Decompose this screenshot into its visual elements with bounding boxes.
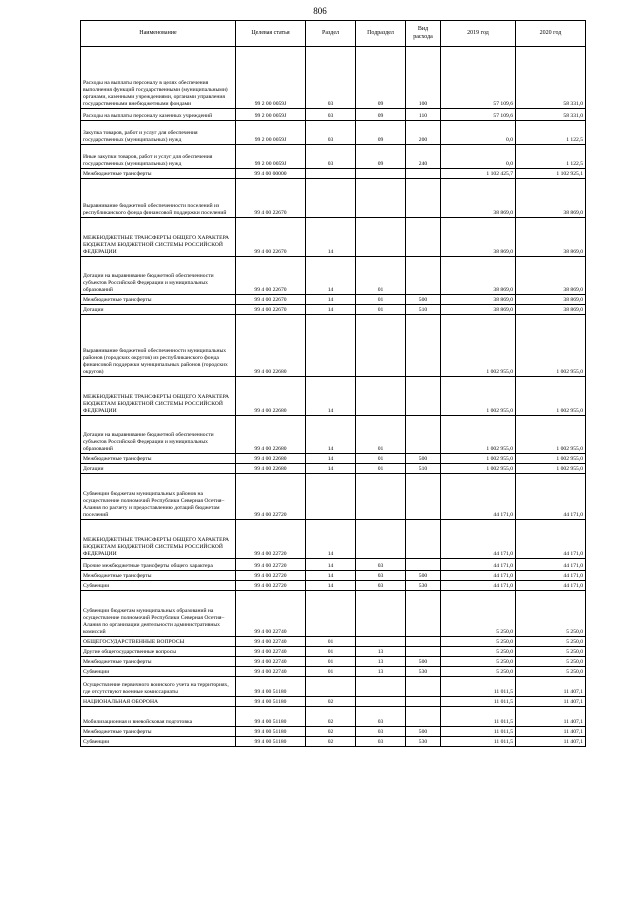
- cell-expense-type: [406, 218, 441, 257]
- cell-name: НАЦИОНАЛЬНАЯ ОБОРОНА: [81, 697, 236, 707]
- cell-section: 02: [306, 737, 356, 747]
- cell-target-article: 99 4 00 22720: [236, 520, 306, 559]
- cell-2020: 11 407,1: [516, 737, 586, 747]
- cell-expense-type: 510: [406, 464, 441, 474]
- cell-subsection: [356, 377, 406, 416]
- cell-name: Дотации на выравнивание бюджетной обеспеченности субъектов Российской Федерации и муниципальных образований: [81, 257, 236, 295]
- cell-section: 14: [306, 257, 356, 295]
- cell-2020: 38 869,0: [516, 295, 586, 305]
- cell-section: 01: [306, 657, 356, 667]
- table-row: [81, 145, 586, 169]
- cell-name: Субвенции бюджетам муниципальных районов на осуществление полномочий Республики Северная Осетия–Алания по расчету и предоставлению дотаций бюджетам поселений: [81, 474, 236, 520]
- cell-section: 14: [306, 464, 356, 474]
- cell-expense-type: 200: [406, 121, 441, 145]
- cell-2020: 11 407,1: [516, 697, 586, 707]
- cell-name: Выравнивание бюджетной обеспеченности муниципальных районов (городских округов) из республиканского фонда финансовой поддержки муниципальных районов (городских округов): [81, 315, 236, 377]
- cell-name: Субвенции: [81, 667, 236, 677]
- cell-2020: 1 122,5: [516, 121, 586, 145]
- cell-target-article: 99 2 00 0059Ј: [236, 145, 306, 169]
- cell-expense-type: 530: [406, 581, 441, 591]
- header-2020: 2020 год: [516, 21, 586, 47]
- cell-2019: 1 002 955,0: [441, 377, 516, 416]
- budget-table: [80, 20, 586, 747]
- table-row: [81, 169, 586, 179]
- cell-2020: 1 002 955,0: [516, 377, 586, 416]
- cell-section: 14: [306, 218, 356, 257]
- table-row: [81, 295, 586, 305]
- cell-name: Мобилизационная и вневойсковая подготовка: [81, 707, 236, 727]
- cell-2019: 38 869,0: [441, 218, 516, 257]
- cell-target-article: 99 4 00 22720: [236, 559, 306, 571]
- table-row: [81, 737, 586, 747]
- cell-subsection: 09: [356, 121, 406, 145]
- cell-section: [306, 315, 356, 377]
- cell-2019: 11 011,5: [441, 737, 516, 747]
- cell-2020: 44 171,0: [516, 474, 586, 520]
- cell-subsection: [356, 474, 406, 520]
- cell-subsection: 03: [356, 737, 406, 747]
- cell-subsection: 01: [356, 257, 406, 295]
- cell-section: 03: [306, 145, 356, 169]
- cell-expense-type: 500: [406, 571, 441, 581]
- cell-expense-type: 500: [406, 295, 441, 305]
- cell-section: 03: [306, 109, 356, 121]
- header-section: Раздел: [306, 21, 356, 47]
- cell-2020: 44 171,0: [516, 581, 586, 591]
- cell-section: 14: [306, 377, 356, 416]
- cell-2019: 44 171,0: [441, 520, 516, 559]
- cell-name: Межбюджетные трансферты: [81, 657, 236, 667]
- cell-section: 14: [306, 559, 356, 571]
- cell-2019: 5 250,0: [441, 657, 516, 667]
- cell-expense-type: 500: [406, 657, 441, 667]
- cell-2020: 38 869,0: [516, 257, 586, 295]
- cell-target-article: 99 2 00 0059Ј: [236, 47, 306, 109]
- cell-name: Межбюджетные трансферты: [81, 454, 236, 464]
- cell-2019: 5 250,0: [441, 591, 516, 637]
- cell-subsection: 01: [356, 416, 406, 454]
- table-row: [81, 667, 586, 677]
- cell-subsection: 01: [356, 454, 406, 464]
- cell-target-article: 99 4 00 22720: [236, 474, 306, 520]
- cell-expense-type: [406, 677, 441, 697]
- cell-section: [306, 677, 356, 697]
- cell-2019: 1 002 955,0: [441, 315, 516, 377]
- cell-2019: 38 869,0: [441, 179, 516, 218]
- cell-2019: 1 002 955,0: [441, 416, 516, 454]
- cell-expense-type: 500: [406, 727, 441, 737]
- cell-expense-type: 530: [406, 737, 441, 747]
- table-row: [81, 581, 586, 591]
- cell-2020: 38 869,0: [516, 179, 586, 218]
- cell-target-article: 99 4 00 22680: [236, 377, 306, 416]
- cell-2019: 57 109,6: [441, 47, 516, 109]
- cell-expense-type: [406, 697, 441, 707]
- cell-2019: 1 002 955,0: [441, 464, 516, 474]
- cell-target-article: 99 4 00 22670: [236, 295, 306, 305]
- cell-name: Субвенции бюджетам муниципальных образований на осуществление полномочий Республики Северная Осетия–Алания по организации деятельности административных комиссий: [81, 591, 236, 637]
- cell-2020: 1 102 925,1: [516, 169, 586, 179]
- header-name: Наименование: [81, 21, 236, 47]
- cell-subsection: 09: [356, 109, 406, 121]
- cell-target-article: 99 4 00 22680: [236, 464, 306, 474]
- cell-name: Иные закупки товаров, работ и услуг для обеспечения государственных (муниципальных) нужд: [81, 145, 236, 169]
- cell-section: 14: [306, 295, 356, 305]
- table-row: [81, 707, 586, 727]
- cell-expense-type: [406, 520, 441, 559]
- cell-2019: 11 011,5: [441, 727, 516, 737]
- cell-expense-type: [406, 637, 441, 647]
- cell-subsection: [356, 677, 406, 697]
- cell-subsection: 03: [356, 707, 406, 727]
- cell-2019: 38 869,0: [441, 305, 516, 315]
- cell-target-article: 99 4 00 51180: [236, 727, 306, 737]
- cell-target-article: 99 4 00 22720: [236, 571, 306, 581]
- cell-2019: 38 869,0: [441, 295, 516, 305]
- cell-target-article: 99 4 00 22740: [236, 647, 306, 657]
- cell-name: Закупка товаров, работ и услуг для обеспечения государственных (муниципальных) нужд: [81, 121, 236, 145]
- header-2019: 2019 год: [441, 21, 516, 47]
- cell-subsection: 01: [356, 295, 406, 305]
- cell-expense-type: [406, 179, 441, 218]
- cell-subsection: [356, 520, 406, 559]
- cell-2020: 38 869,0: [516, 305, 586, 315]
- cell-section: 14: [306, 454, 356, 464]
- cell-2019: 5 250,0: [441, 647, 516, 657]
- table-row: [81, 121, 586, 145]
- table-row: [81, 377, 586, 416]
- cell-subsection: [356, 637, 406, 647]
- cell-section: 02: [306, 697, 356, 707]
- table-row: [81, 218, 586, 257]
- cell-section: 02: [306, 727, 356, 737]
- table-row: [81, 657, 586, 667]
- cell-target-article: 99 4 00 00000: [236, 169, 306, 179]
- table-row: [81, 697, 586, 707]
- cell-name: Дотации: [81, 464, 236, 474]
- table-row: [81, 520, 586, 559]
- cell-2020: 1 002 955,0: [516, 454, 586, 464]
- cell-2020: 58 331,0: [516, 47, 586, 109]
- cell-2020: 1 002 955,0: [516, 416, 586, 454]
- cell-name: Дотации на выравнивание бюджетной обеспеченности субъектов Российской Федерации и муниципальных образований: [81, 416, 236, 454]
- cell-name: Дотации: [81, 305, 236, 315]
- cell-section: 02: [306, 707, 356, 727]
- cell-subsection: [356, 179, 406, 218]
- cell-2019: 1 002 955,0: [441, 454, 516, 464]
- cell-name: Осуществление первичного воинского учета на территориях, где отсутствуют военные комиссариаты: [81, 677, 236, 697]
- cell-target-article: 99 4 00 22720: [236, 581, 306, 591]
- cell-section: [306, 179, 356, 218]
- cell-name: Расходы на выплаты персоналу казенных учреждений: [81, 109, 236, 121]
- cell-target-article: 99 4 00 22680: [236, 454, 306, 464]
- cell-subsection: 09: [356, 145, 406, 169]
- cell-section: 01: [306, 637, 356, 647]
- cell-target-article: 99 2 00 0059Ј: [236, 121, 306, 145]
- cell-target-article: 99 4 00 51180: [236, 677, 306, 697]
- cell-name: Расходы на выплаты персоналу в целях обеспечения выполнения функций государственными (муниципальными) органами, казенными учреждениями, органами управления государственными внебюджетными фондами: [81, 47, 236, 109]
- cell-2019: 44 171,0: [441, 559, 516, 571]
- cell-name: МЕЖБЮДЖЕТНЫЕ ТРАНСФЕРТЫ ОБЩЕГО ХАРАКТЕРА БЮДЖЕТАМ БЮДЖЕТНОЙ СИСТЕМЫ РОССИЙСКОЙ ФЕДЕРАЦИИ: [81, 218, 236, 257]
- cell-target-article: 99 4 00 51180: [236, 697, 306, 707]
- cell-name: Межбюджетные трансферты: [81, 727, 236, 737]
- cell-target-article: 99 4 00 22740: [236, 657, 306, 667]
- cell-section: 14: [306, 305, 356, 315]
- cell-2019: 0,0: [441, 121, 516, 145]
- cell-subsection: 09: [356, 47, 406, 109]
- cell-2020: 5 250,0: [516, 657, 586, 667]
- table-row: [81, 454, 586, 464]
- cell-subsection: 01: [356, 305, 406, 315]
- cell-2019: 5 250,0: [441, 637, 516, 647]
- table-row: [81, 647, 586, 657]
- cell-target-article: 99 4 00 22680: [236, 315, 306, 377]
- table-row: [81, 474, 586, 520]
- table-row: [81, 677, 586, 697]
- table-row: [81, 464, 586, 474]
- cell-expense-type: [406, 377, 441, 416]
- cell-subsection: [356, 218, 406, 257]
- cell-2020: 11 407,1: [516, 677, 586, 697]
- cell-name: Межбюджетные трансферты: [81, 295, 236, 305]
- cell-name: Субвенции: [81, 737, 236, 747]
- cell-subsection: [356, 697, 406, 707]
- cell-2019: 11 011,5: [441, 707, 516, 727]
- cell-target-article: 99 2 00 0059Ј: [236, 109, 306, 121]
- cell-2020: 5 250,0: [516, 637, 586, 647]
- cell-subsection: 01: [356, 464, 406, 474]
- table-row: [81, 637, 586, 647]
- cell-expense-type: 240: [406, 145, 441, 169]
- table-row: [81, 591, 586, 637]
- table-row: [81, 179, 586, 218]
- cell-2020: 5 250,0: [516, 591, 586, 637]
- cell-expense-type: [406, 315, 441, 377]
- cell-subsection: [356, 591, 406, 637]
- cell-name: Межбюджетные трансферты: [81, 571, 236, 581]
- cell-name: МЕЖБЮДЖЕТНЫЕ ТРАНСФЕРТЫ ОБЩЕГО ХАРАКТЕРА БЮДЖЕТАМ БЮДЖЕТНОЙ СИСТЕМЫ РОССИЙСКОЙ ФЕДЕРАЦИИ: [81, 377, 236, 416]
- cell-name: Другие общегосударственные вопросы: [81, 647, 236, 657]
- cell-expense-type: 100: [406, 47, 441, 109]
- cell-section: 03: [306, 121, 356, 145]
- cell-section: [306, 169, 356, 179]
- cell-expense-type: 510: [406, 305, 441, 315]
- table-row: [81, 727, 586, 737]
- table-row: [81, 109, 586, 121]
- cell-2019: 38 869,0: [441, 257, 516, 295]
- header-expense-type: Вид расхода: [406, 21, 441, 47]
- cell-subsection: 13: [356, 667, 406, 677]
- cell-expense-type: 500: [406, 454, 441, 464]
- cell-2019: 5 250,0: [441, 667, 516, 677]
- header-subsection: Подраздел: [356, 21, 406, 47]
- cell-name: Выравнивание бюджетной обеспеченности поселений из республиканского фонда финансовой поддержки поселений: [81, 179, 236, 218]
- cell-target-article: 99 4 00 22740: [236, 637, 306, 647]
- cell-section: 14: [306, 416, 356, 454]
- cell-target-article: 99 4 00 22670: [236, 257, 306, 295]
- cell-section: 14: [306, 581, 356, 591]
- cell-2020: 11 407,1: [516, 727, 586, 737]
- cell-2020: 44 171,0: [516, 559, 586, 571]
- cell-2019: 11 011,5: [441, 677, 516, 697]
- cell-section: 14: [306, 520, 356, 559]
- cell-2020: 1 002 955,0: [516, 464, 586, 474]
- cell-name: Субвенции: [81, 581, 236, 591]
- cell-subsection: 13: [356, 647, 406, 657]
- cell-expense-type: [406, 416, 441, 454]
- cell-name: ОБЩЕГОСУДАРСТВЕННЫЕ ВОПРОСЫ: [81, 637, 236, 647]
- cell-target-article: 99 4 00 51180: [236, 707, 306, 727]
- cell-target-article: 99 4 00 22670: [236, 218, 306, 257]
- header-row: [81, 21, 586, 47]
- table-row: [81, 559, 586, 571]
- cell-section: 01: [306, 647, 356, 657]
- cell-2019: 0,0: [441, 145, 516, 169]
- table-row: [81, 257, 586, 295]
- cell-2019: 1 102 425,7: [441, 169, 516, 179]
- cell-section: 14: [306, 571, 356, 581]
- cell-section: [306, 474, 356, 520]
- cell-2019: 44 171,0: [441, 581, 516, 591]
- cell-2019: 11 011,5: [441, 697, 516, 707]
- cell-expense-type: [406, 559, 441, 571]
- cell-expense-type: [406, 647, 441, 657]
- header-target-article: Целевая статья: [236, 21, 306, 47]
- cell-target-article: 99 4 00 22680: [236, 416, 306, 454]
- table-row: [81, 571, 586, 581]
- cell-2020: 1 002 955,0: [516, 315, 586, 377]
- cell-expense-type: 530: [406, 667, 441, 677]
- cell-2020: 5 250,0: [516, 647, 586, 657]
- cell-section: [306, 591, 356, 637]
- cell-name: Прочие межбюджетные трансферты общего характера: [81, 559, 236, 571]
- cell-2020: 38 869,0: [516, 218, 586, 257]
- cell-subsection: 03: [356, 727, 406, 737]
- cell-2020: 58 331,0: [516, 109, 586, 121]
- cell-2020: 44 171,0: [516, 571, 586, 581]
- cell-subsection: 03: [356, 581, 406, 591]
- cell-target-article: 99 4 00 22670: [236, 179, 306, 218]
- cell-target-article: 99 4 00 51180: [236, 737, 306, 747]
- cell-target-article: 99 4 00 22740: [236, 591, 306, 637]
- cell-subsection: 13: [356, 657, 406, 667]
- cell-expense-type: [406, 474, 441, 520]
- cell-2020: 11 407,1: [516, 707, 586, 727]
- page-number: 806: [313, 6, 327, 16]
- cell-2020: 1 122,5: [516, 145, 586, 169]
- cell-expense-type: [406, 591, 441, 637]
- cell-expense-type: 110: [406, 109, 441, 121]
- cell-subsection: [356, 315, 406, 377]
- cell-2020: 5 250,0: [516, 667, 586, 677]
- cell-2020: 44 171,0: [516, 520, 586, 559]
- cell-2019: 44 171,0: [441, 474, 516, 520]
- table-row: [81, 416, 586, 454]
- cell-subsection: 03: [356, 571, 406, 581]
- cell-target-article: 99 4 00 22670: [236, 305, 306, 315]
- cell-section: 01: [306, 667, 356, 677]
- cell-name: Межбюджетные трансферты: [81, 169, 236, 179]
- cell-target-article: 99 4 00 22740: [236, 667, 306, 677]
- cell-expense-type: [406, 169, 441, 179]
- table-row: [81, 315, 586, 377]
- cell-2019: 57 109,6: [441, 109, 516, 121]
- cell-expense-type: [406, 707, 441, 727]
- cell-2019: 44 171,0: [441, 571, 516, 581]
- table-row: [81, 305, 586, 315]
- cell-name: МЕЖБЮДЖЕТНЫЕ ТРАНСФЕРТЫ ОБЩЕГО ХАРАКТЕРА БЮДЖЕТАМ БЮДЖЕТНОЙ СИСТЕМЫ РОССИЙСКОЙ ФЕДЕРАЦИИ: [81, 520, 236, 559]
- cell-section: 03: [306, 47, 356, 109]
- cell-subsection: 03: [356, 559, 406, 571]
- cell-subsection: [356, 169, 406, 179]
- cell-expense-type: [406, 257, 441, 295]
- table-row: [81, 47, 586, 109]
